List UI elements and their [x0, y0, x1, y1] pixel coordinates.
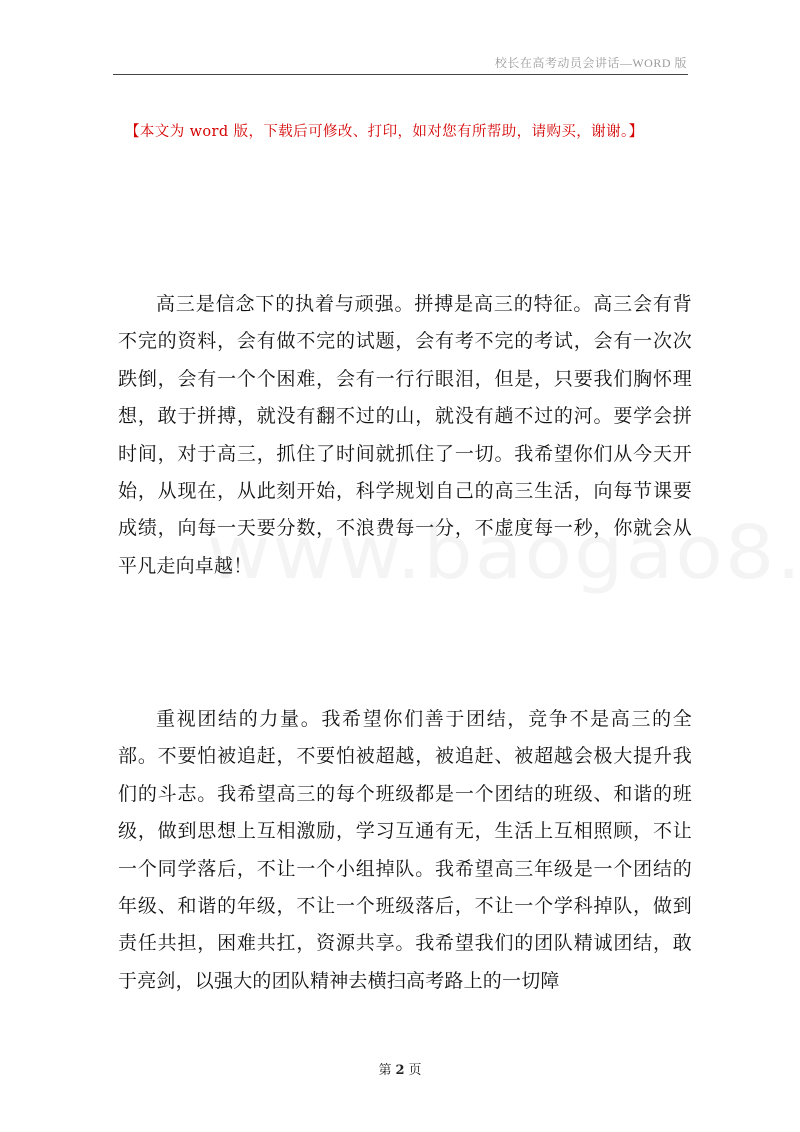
page-number: 2: [395, 1063, 405, 1078]
body-paragraph: 重视团结的力量。我希望你们善于团结，竞争不是高三的全部。不要怕被追赶，不要怕被超越，被追赶、被超越会极大提升我们的斗志。我希望高三的每个班级都是一个团结的班级、和谐的班级，做到思想上互相激励，学习互通有无，生活上互相照顾，不让一个同学落后，不让一个小组掉队。我希望高三年级是一个团结的年级、和谐的年级，不让一个班级落后，不让一个学科掉队，做到责任共担，困难共扛，资源共享。我希望我们的团队精诚团结，敢于亮剑，以强大的团队精神去横扫高考路上的一切障: [118, 708, 692, 992]
body-paragraph: 高三是信念下的执着与顽强。拼搏是高三的特征。高三会有背不完的资料，会有做不完的试题，会有考不完的考试，会有一次次跌倒，会有一个个困难，会有一行行眼泪，但是，只要我们胸怀理想，敢于拼搏，就没有翻不过的山，就没有趟不过的河。要学会拼时间，对于高三，抓住了时间就抓住了一切。我希望你们从今天开始，从现在，从此刻开始，科学规划自己的高三生活，向每节课要成绩，向每一天要分数，不浪费每一分，不虚度每一秒，你就会从平凡走向卓越！: [118, 293, 692, 577]
page-label-suffix: 页: [408, 1063, 422, 1078]
page-footer: [0, 1059, 800, 1078]
running-header: 校长在高考动员会讲话—WORD 版: [494, 56, 687, 70]
header-divider: [113, 74, 688, 75]
word-version-notice: 【本文为 word 版，下载后可修改、打印，如对您有所帮助，请购买，谢谢。】: [125, 124, 644, 140]
page-label-prefix: 第: [378, 1063, 392, 1078]
